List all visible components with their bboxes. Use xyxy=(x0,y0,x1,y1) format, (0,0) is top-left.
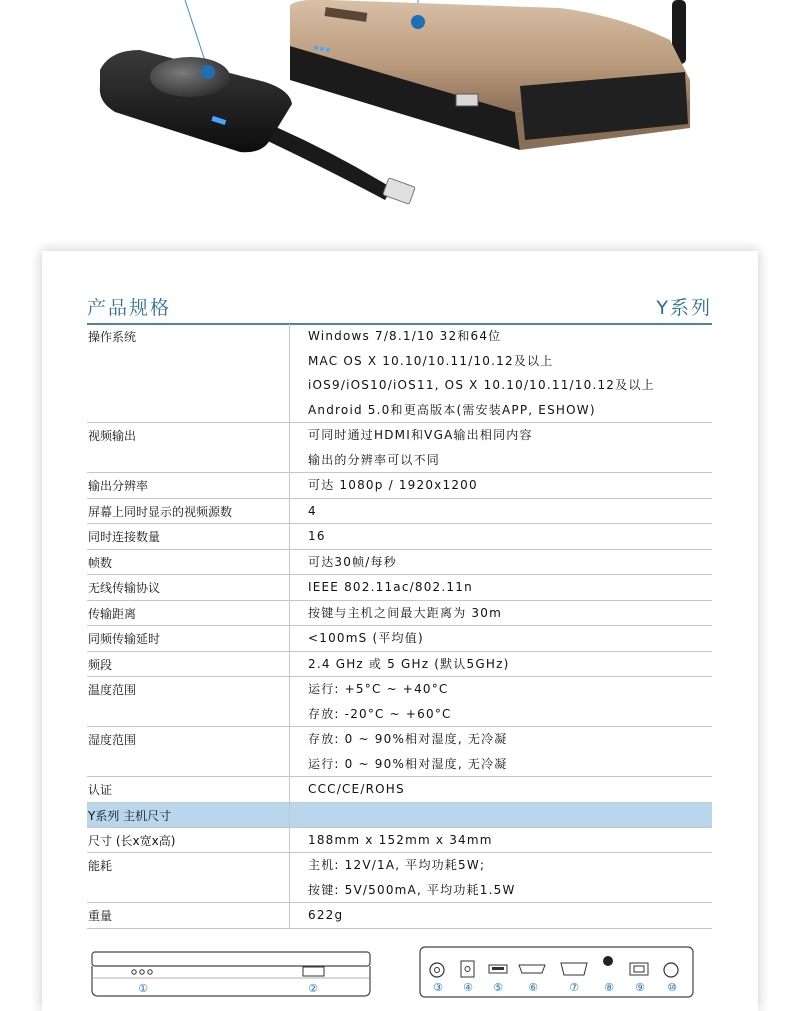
spec-values xyxy=(290,550,712,575)
spec-value: 622g xyxy=(308,908,344,922)
spec-table xyxy=(87,324,712,929)
spec-row xyxy=(87,626,712,652)
spec-row xyxy=(87,601,712,627)
rear-view-diagram xyxy=(420,947,693,997)
spec-values xyxy=(290,677,712,726)
spec-value: 存放: 0 ~ 90%相对湿度, 无冷凝 xyxy=(308,732,508,746)
spec-value: <100mS (平均值) xyxy=(308,631,424,645)
spec-label: 同时连接数量 xyxy=(87,524,290,549)
spec-label: Y系列 主机尺寸 xyxy=(87,803,290,827)
marker-rear-8: ⑧ xyxy=(604,981,614,994)
spec-label: 传输距离 xyxy=(87,601,290,626)
usb-port xyxy=(456,94,478,106)
spec-label: 视频输出 xyxy=(87,423,290,472)
spec-values xyxy=(290,853,712,902)
spec-label: 无线传输协议 xyxy=(87,575,290,600)
spec-values xyxy=(290,324,712,422)
marker-rear-7: ⑦ xyxy=(569,981,579,994)
spec-row xyxy=(87,652,712,678)
spec-values xyxy=(290,423,712,472)
spec-label: 尺寸 (长x宽x高) xyxy=(87,828,290,853)
spec-value: 运行: +5°C ~ +40°C xyxy=(308,682,449,696)
spec-row xyxy=(87,499,712,525)
spec-value: CCC/CE/ROHS xyxy=(308,782,405,796)
spec-row xyxy=(87,324,712,423)
dongle-button xyxy=(150,57,230,97)
spec-card xyxy=(42,251,758,1011)
spec-value: 16 xyxy=(308,529,326,543)
spec-values xyxy=(290,524,712,549)
spec-label: 同频传输延时 xyxy=(87,626,290,651)
spec-value: 主机: 12V/1A, 平均功耗5W; xyxy=(308,858,486,872)
spec-value: iOS9/iOS10/iOS11, OS X 10.10/10.11/10.12及以上 xyxy=(308,378,655,392)
spec-row xyxy=(87,803,712,828)
product-illustration xyxy=(0,0,790,240)
spec-label: 湿度范围 xyxy=(87,727,290,776)
callout-dot xyxy=(201,65,215,79)
spec-value: 按键: 5V/500mA, 平均功耗1.5W xyxy=(308,882,516,897)
spec-row xyxy=(87,853,712,903)
spec-row xyxy=(87,903,712,929)
spec-row xyxy=(87,423,712,473)
spec-row xyxy=(87,777,712,803)
marker-rear-6: ⑥ xyxy=(528,981,538,994)
spec-value: 188mm x 152mm x 34mm xyxy=(308,832,493,847)
spec-value: 输出的分辨率可以不同 xyxy=(308,452,441,467)
spec-values xyxy=(290,803,712,827)
spec-values xyxy=(290,652,712,677)
spec-value: 可达 1080p / 1920x1200 xyxy=(308,478,478,492)
spec-label: 帧数 xyxy=(87,550,290,575)
spec-label: 认证 xyxy=(87,777,290,802)
spec-value: 2.4 GHz 或 5 GHz (默认5GHz) xyxy=(308,656,510,671)
spec-row xyxy=(87,524,712,550)
spec-values xyxy=(290,601,712,626)
spec-label: 温度范围 xyxy=(87,677,290,726)
spec-label: 输出分辨率 xyxy=(87,473,290,498)
spec-label: 操作系统 xyxy=(87,324,290,422)
spec-row xyxy=(87,575,712,601)
spec-row xyxy=(87,550,712,576)
spec-values xyxy=(290,727,712,776)
spec-title: 产品规格 xyxy=(87,297,172,319)
spec-label: 屏幕上同时显示的视频源数 xyxy=(87,499,290,524)
spec-values xyxy=(290,575,712,600)
spec-label: 频段 xyxy=(87,652,290,677)
marker-rear-10: ⑩ xyxy=(667,981,677,994)
spec-row xyxy=(87,828,712,854)
spec-value: Windows 7/8.1/10 32和64位 xyxy=(308,329,502,343)
host-device xyxy=(290,0,690,150)
spec-value: 4 xyxy=(308,503,317,518)
spec-label: 能耗 xyxy=(87,853,290,902)
spec-row xyxy=(87,473,712,499)
series-name: Y系列 xyxy=(656,297,712,319)
marker-front-2: ② xyxy=(308,982,318,995)
spec-values xyxy=(290,626,712,651)
spec-value: 运行: 0 ~ 90%相对湿度, 无冷凝 xyxy=(308,756,508,771)
front-view-diagram xyxy=(92,952,370,996)
spec-value: MAC OS X 10.10/10.11/10.12及以上 xyxy=(308,353,554,368)
callout-dot xyxy=(411,15,425,29)
spec-row xyxy=(87,727,712,777)
spec-value: 按键与主机之间最大距离为 30m xyxy=(308,605,502,620)
spec-value: IEEE 802.11ac/802.11n xyxy=(308,580,473,594)
device-diagrams xyxy=(0,935,790,1000)
spec-value: Android 5.0和更高版本(需安装APP, ESHOW) xyxy=(308,402,596,417)
spec-values xyxy=(290,473,712,498)
marker-rear-4: ④ xyxy=(463,981,473,994)
spec-value: 存放: -20°C ~ +60°C xyxy=(308,706,452,721)
spec-label: 重量 xyxy=(87,903,290,928)
marker-front-1: ① xyxy=(138,982,148,995)
spec-values xyxy=(290,499,712,524)
spec-row xyxy=(87,677,712,727)
spec-value: 可同时通过HDMI和VGA输出相同内容 xyxy=(308,428,533,442)
marker-rear-3: ③ xyxy=(433,981,443,994)
spec-values xyxy=(290,777,712,802)
spec-values xyxy=(290,828,712,853)
spec-value: 可达30帧/每秒 xyxy=(308,554,397,569)
marker-rear-9: ⑨ xyxy=(635,981,645,994)
spec-header xyxy=(87,293,712,325)
spec-values xyxy=(290,903,712,928)
marker-rear-5: ⑤ xyxy=(493,981,503,994)
